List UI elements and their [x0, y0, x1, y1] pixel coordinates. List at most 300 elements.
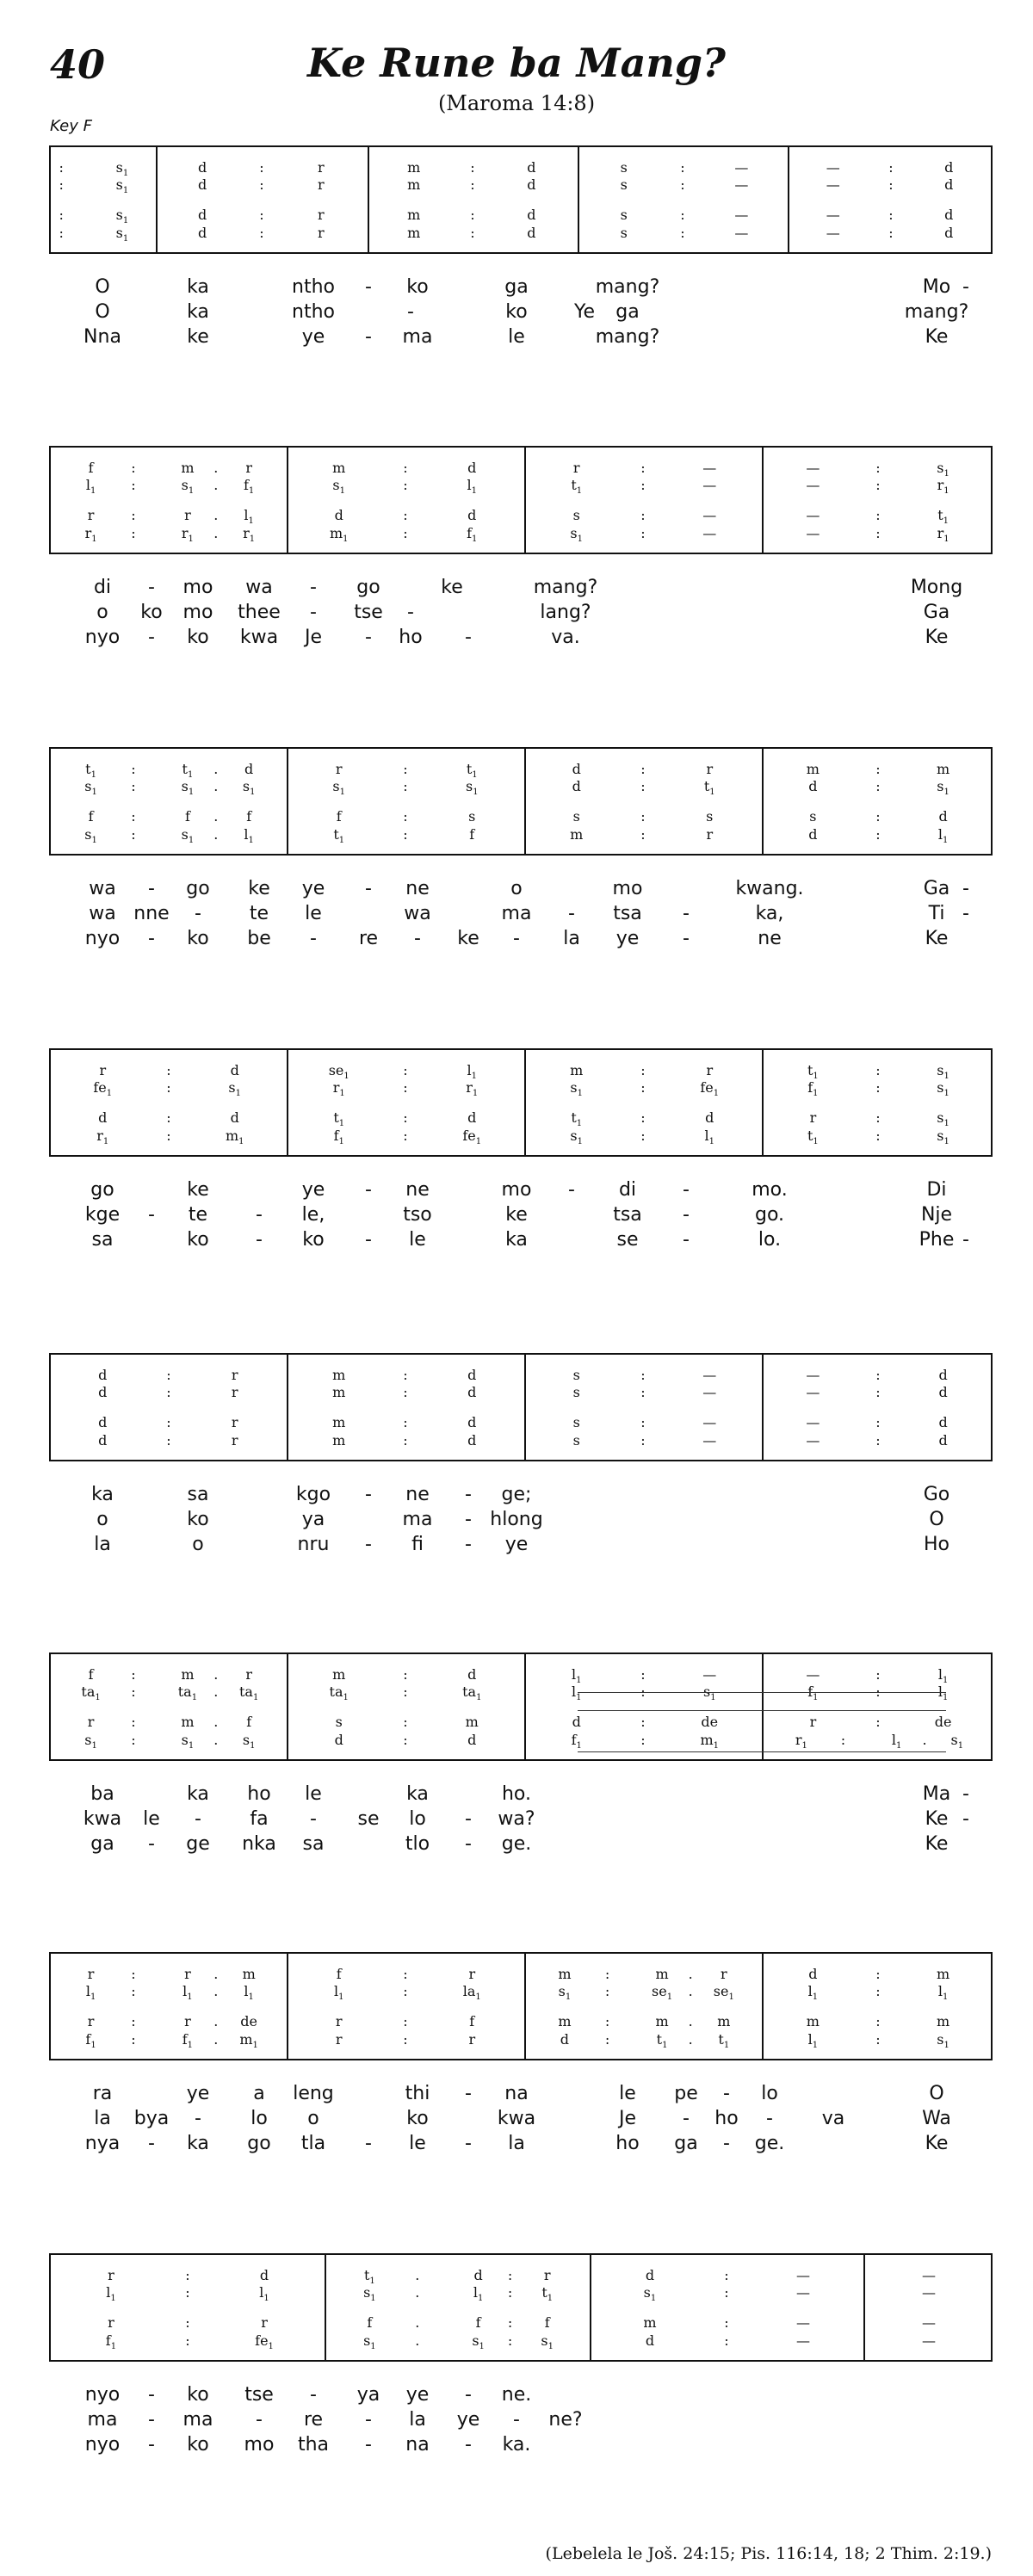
lyric-syllable: te — [249, 903, 269, 924]
solfa-note: r — [108, 2314, 114, 2331]
solfa-note: d — [808, 826, 818, 843]
lyric-syllable: ka — [187, 2133, 209, 2154]
bass-row — [287, 825, 524, 844]
lyric-syllable: fa — [250, 1808, 269, 1830]
bass-row — [524, 1431, 762, 1450]
beat-colon: : — [59, 176, 64, 193]
half-beat-dot: . — [213, 460, 219, 476]
solfa-note: d — [572, 1714, 581, 1730]
beat-colon: : — [166, 1432, 171, 1449]
lyric-syllable: lo — [761, 2083, 778, 2104]
solfa-note: r — [318, 225, 325, 241]
beat-colon: : — [640, 525, 646, 541]
lyric-syllable: Ke — [925, 1808, 949, 1830]
lyric-syllable: ba — [90, 1783, 114, 1805]
bass-row — [51, 1431, 287, 1450]
beat-colon: : — [403, 1384, 408, 1400]
solfa-note: m — [558, 2013, 572, 2029]
measure — [51, 1050, 287, 1155]
solfa-staff — [49, 747, 993, 856]
beat-colon: : — [403, 460, 408, 476]
solfa-note: $s_1$ — [181, 1732, 195, 1751]
solfa-note: m — [332, 1432, 346, 1449]
beat-colon: : — [131, 808, 136, 825]
hold-dash: — — [734, 225, 749, 241]
beat-colon: : — [680, 159, 685, 176]
solfa-note: m — [407, 159, 421, 176]
lyric-syllable: be — [247, 928, 271, 949]
hyphen: - — [683, 903, 690, 924]
solfa-note: r — [261, 2314, 268, 2331]
alto-row — [788, 176, 994, 195]
hyphen: - — [407, 301, 414, 323]
beat-colon: : — [166, 1384, 171, 1400]
solfa-note: f — [184, 808, 190, 825]
solfa-note: $l_1$ — [333, 1983, 344, 2002]
solfa-note: r — [706, 1062, 714, 1078]
lyric-syllable: mang? — [904, 301, 969, 323]
lyric-syllable: ye — [301, 878, 325, 899]
lyric-syllable: ra — [92, 2083, 113, 2104]
hyphen: - — [148, 2409, 155, 2431]
soprano-row — [762, 1665, 994, 1684]
solfa-note: $l_1$ — [807, 2031, 819, 2050]
hyphen: - — [414, 928, 421, 949]
hold-dash: — — [806, 507, 820, 523]
soprano-row — [524, 459, 762, 478]
hyphen: - — [723, 2133, 730, 2154]
measure — [287, 1654, 524, 1759]
soprano-row — [287, 1366, 524, 1385]
beat-colon: : — [259, 225, 264, 241]
lyric-syllable: Mo — [922, 276, 951, 298]
measure — [524, 1050, 762, 1155]
half-beat-dot: . — [213, 761, 219, 777]
solfa-note: r — [231, 1367, 238, 1383]
solfa-note: $t_1$ — [363, 2267, 375, 2286]
lyric-syllable: hlong — [490, 1509, 543, 1530]
solfa-note: f — [367, 2314, 373, 2331]
measure — [51, 1355, 287, 1460]
solfa-note: s — [620, 159, 628, 176]
hyphen: - — [148, 878, 155, 899]
beat-colon: : — [640, 1062, 646, 1078]
tenor-row — [51, 1713, 287, 1732]
lyric-syllable: ntho — [292, 276, 335, 298]
beat-colon: : — [640, 1732, 646, 1748]
hyphen: - — [465, 2133, 472, 2154]
lyric-syllable: ye — [301, 326, 325, 348]
hyphen: - — [148, 1204, 155, 1226]
solfa-note: d — [467, 1666, 477, 1683]
hyphen: - — [962, 1229, 969, 1251]
hold-dash: — — [796, 2314, 811, 2331]
solfa-note: $r_1$ — [84, 525, 97, 544]
solfa-note: $s_1$ — [84, 778, 97, 797]
solfa-note: $s_1$ — [228, 1079, 242, 1098]
solfa-note: m — [937, 761, 950, 777]
beat-colon: : — [875, 1983, 881, 1999]
beat-colon: : — [403, 507, 408, 523]
soprano-row — [51, 1366, 287, 1385]
solfa-note: f — [246, 1714, 252, 1730]
lyric-syllable: le — [619, 2083, 636, 2104]
tenor-row — [368, 206, 578, 225]
lyric-syllable: ye — [615, 928, 640, 949]
lyric-syllable: ke — [441, 577, 463, 598]
solfa-note: f — [336, 1966, 342, 1982]
beat-colon: : — [640, 1666, 646, 1683]
bass-row — [287, 2030, 524, 2049]
solfa-note: $l_1$ — [259, 2284, 269, 2303]
solfa-note: $r_1$ — [332, 1079, 345, 1098]
lyric-syllable: ko — [187, 2434, 209, 2456]
soprano-row — [287, 1665, 524, 1684]
solfa-note: $s_1$ — [84, 826, 97, 845]
solfa-note: $f_1$ — [467, 525, 478, 544]
solfa-note: $t_1$ — [718, 2031, 730, 2050]
lyric-syllable: ke — [248, 878, 270, 899]
solfa-note: $l_1$ — [937, 1666, 949, 1685]
solfa-note: $s_1$ — [472, 2332, 485, 2351]
beat-colon: : — [875, 808, 881, 825]
lyric-syllable: nne — [133, 903, 170, 924]
bass-row — [762, 524, 994, 543]
measure — [762, 448, 994, 553]
solfa-note: s — [809, 808, 817, 825]
solfa-note: $m_1$ — [700, 1732, 720, 1751]
solfa-note: m — [332, 1384, 346, 1400]
beat-colon: : — [640, 1432, 646, 1449]
lyric-syllable: o — [192, 1534, 204, 1555]
alto-row — [51, 476, 287, 495]
hyphen: - — [365, 326, 372, 348]
bass-row — [51, 825, 287, 844]
half-beat-dot: . — [415, 2267, 420, 2283]
solfa-note: de — [934, 1714, 952, 1730]
hyphen: - — [310, 2384, 317, 2406]
tenor-row — [524, 1713, 762, 1732]
solfa-note: $s_1$ — [363, 2332, 376, 2351]
beat-colon: : — [875, 1714, 881, 1730]
lyric-syllable: ka — [505, 1229, 528, 1251]
beat-colon: : — [680, 207, 685, 223]
lyric-syllable: O — [95, 276, 110, 298]
measure — [287, 749, 524, 854]
solfa-note: d — [197, 225, 207, 241]
solfa-note: $s_1$ — [937, 1079, 949, 1098]
tenor-row — [863, 2313, 994, 2332]
beat-colon: : — [640, 778, 646, 794]
hyphen: - — [310, 577, 317, 598]
hold-dash: — — [826, 176, 840, 193]
alto-row — [762, 1078, 994, 1097]
hyphen: - — [365, 1534, 372, 1555]
lyric-syllable: ho. — [501, 1783, 531, 1805]
lyric-syllable: ya — [301, 1509, 325, 1530]
hold-dash: — — [806, 460, 820, 476]
lyric-syllable: sa — [91, 1229, 114, 1251]
solfa-note: d — [808, 778, 818, 794]
solfa-note: d — [467, 1414, 477, 1430]
measure — [524, 448, 762, 553]
solfa-note: $m_1$ — [225, 1127, 244, 1146]
lyric-syllable: te — [188, 1204, 208, 1226]
lyric-syllable: le — [508, 326, 525, 348]
hyphen: - — [365, 276, 372, 298]
soprano-row — [863, 2266, 994, 2285]
bass-row — [524, 524, 762, 543]
lyric-syllable: la — [508, 2133, 525, 2154]
lyric-syllable: tha — [297, 2434, 330, 2456]
half-beat-dot: . — [213, 2013, 219, 2029]
lyric-syllable: ma — [87, 2409, 118, 2431]
lyric-syllable: ge; — [501, 1484, 532, 1505]
solfa-note: s — [706, 808, 714, 825]
half-beat-dot: . — [213, 1732, 219, 1748]
lyric-syllable: ko — [505, 301, 528, 323]
lyric-syllable: ne — [405, 878, 430, 899]
solfa-note: $r_1$ — [937, 525, 949, 544]
solfa-note: $s_1$ — [181, 826, 195, 845]
hyphen: - — [148, 1833, 155, 1855]
solfa-note: $fe_1$ — [255, 2332, 274, 2351]
bass-row — [51, 524, 287, 543]
hold-dash: — — [734, 176, 749, 193]
hyphen: - — [256, 1204, 263, 1226]
alto-row — [287, 1982, 524, 2001]
lyric-syllable: go — [356, 577, 380, 598]
tenor-row — [51, 2012, 287, 2031]
alto-row — [762, 1982, 994, 2001]
soprano-row — [156, 158, 368, 177]
solfa-note: r — [721, 1966, 727, 1982]
hyphen: - — [365, 1179, 372, 1201]
alto-row — [287, 476, 524, 495]
beat-colon: : — [403, 2031, 408, 2048]
lyric-syllable: la — [94, 2108, 111, 2129]
beat-colon: : — [888, 176, 894, 193]
solfa-staff — [49, 1652, 993, 1761]
beat-colon: : — [604, 1966, 610, 1982]
beat-colon: : — [640, 1367, 646, 1383]
lyric-syllable: ma — [501, 903, 532, 924]
beat-colon: : — [875, 525, 881, 541]
solfa-note: m — [570, 1062, 584, 1078]
lyric-syllable: ka — [91, 1484, 114, 1505]
solfa-note: $t_1$ — [333, 1109, 345, 1128]
solfa-note: $l_1$ — [182, 1983, 193, 2002]
beat-colon: : — [403, 1683, 408, 1700]
solfa-note: $fe_1$ — [93, 1079, 113, 1098]
beat-colon: : — [403, 808, 408, 825]
lyric-syllable: Nna — [84, 326, 121, 348]
solfa-note: d — [467, 1109, 477, 1126]
beat-colon: : — [680, 176, 685, 193]
solfa-note: r — [809, 1714, 817, 1730]
hold-dash: — — [702, 1367, 717, 1383]
solfa-note: $s_1$ — [115, 207, 129, 225]
solfa-note: s — [620, 176, 628, 193]
lyric-syllable: ko — [187, 2384, 209, 2406]
bass-row — [762, 1431, 994, 1450]
lyric-syllable: kwa — [239, 627, 279, 648]
lyric-syllable: mo — [182, 602, 213, 623]
lyric-syllable: ho — [714, 2108, 739, 2129]
alto-row — [51, 1078, 287, 1097]
hold-dash: — — [806, 525, 820, 541]
lyric-syllable: kge — [84, 1204, 121, 1226]
solfa-note: $t_1$ — [807, 1127, 819, 1146]
lyric-syllable: Go — [923, 1484, 950, 1505]
lyric-syllable: ho — [247, 1783, 271, 1805]
solfa-note: $t_1$ — [333, 826, 345, 845]
tenor-row — [51, 506, 287, 525]
lyric-syllable: ka. — [502, 2434, 531, 2456]
solfa-note: f — [88, 808, 94, 825]
solfa-note: d — [527, 176, 536, 193]
beat-colon: : — [403, 1079, 408, 1096]
hyphen: - — [148, 2133, 155, 2154]
beat-colon: : — [131, 2013, 136, 2029]
solfa-staff — [49, 145, 993, 254]
half-beat-dot: . — [213, 2031, 219, 2048]
solfa-note: m — [570, 826, 584, 843]
tenor-row — [590, 2313, 863, 2332]
soprano-row — [51, 1665, 287, 1684]
solfa-note: s — [572, 1432, 580, 1449]
solfa-note: d — [944, 225, 954, 241]
lyric-syllable: ko — [187, 1229, 209, 1251]
hold-dash: — — [826, 159, 840, 176]
soprano-row — [51, 1965, 287, 1984]
lyric-syllable: O — [929, 2083, 944, 2104]
lyric-syllable: le — [305, 1783, 322, 1805]
lyric-syllable: la — [94, 1534, 111, 1555]
half-beat-dot: . — [213, 778, 219, 794]
hyphen: - — [465, 627, 472, 648]
lyric-syllable: ne? — [548, 2409, 583, 2431]
solfa-note: f — [469, 2013, 475, 2029]
lyric-syllable: tsa — [613, 1204, 642, 1226]
beat-colon: : — [259, 159, 264, 176]
solfa-note: $t_1$ — [656, 2031, 668, 2050]
lyric-syllable: ye — [456, 2409, 480, 2431]
lyric-syllable: go — [186, 878, 210, 899]
soprano-row — [51, 459, 287, 478]
lyric-syllable: mo — [182, 577, 213, 598]
solfa-note: $s_1$ — [702, 1683, 716, 1702]
half-beat-dot: . — [688, 2031, 693, 2048]
beat-colon: : — [185, 2267, 190, 2283]
lyric-syllable: ka — [187, 276, 209, 298]
lyric-syllable: na — [504, 2083, 529, 2104]
bass-row — [325, 2332, 590, 2351]
lyric-syllable: ne. — [501, 2384, 532, 2406]
soprano-row — [762, 760, 994, 779]
lyric-syllable: nyo — [84, 2434, 121, 2456]
beat-colon: : — [403, 1732, 408, 1748]
solfa-note: r — [318, 176, 325, 193]
bass-row — [368, 224, 578, 243]
solfa-note: d — [197, 207, 207, 223]
solfa-note: $se_1$ — [328, 1062, 349, 1081]
solfa-note: $s_1$ — [242, 778, 256, 797]
hyphen: - — [256, 2409, 263, 2431]
lyric-syllable: ko — [187, 928, 209, 949]
lyric-syllable: tlo — [405, 1833, 430, 1855]
measure — [762, 1954, 994, 2059]
solfa-note: r — [184, 1966, 191, 1982]
beat-colon: : — [640, 826, 646, 843]
lyric-syllable: Nje — [920, 1204, 953, 1226]
solfa-note: $r_1$ — [466, 1079, 479, 1098]
hyphen: - — [256, 1229, 263, 1251]
measure — [51, 1954, 287, 2059]
solfa-note: $s_1$ — [332, 477, 346, 496]
solfa-note: $s_1$ — [937, 778, 949, 797]
solfa-note: r — [318, 159, 325, 176]
solfa-note: $l_1$ — [891, 1732, 902, 1751]
beat-colon: : — [470, 176, 475, 193]
lyric-syllable: ko — [187, 1509, 209, 1530]
solfa-note: $l_1$ — [571, 1683, 582, 1702]
beat-colon: : — [131, 1732, 136, 1748]
half-beat-dot: . — [688, 1983, 693, 1999]
solfa-note: m — [181, 460, 195, 476]
solfa-note: d — [938, 1414, 948, 1430]
hold-dash: — — [702, 1384, 717, 1400]
bass-row — [762, 1127, 994, 1146]
solfa-note: $ta_1$ — [462, 1683, 482, 1702]
lyric-syllable: O — [95, 301, 110, 323]
solfa-note: m — [717, 2013, 731, 2029]
tenor-row — [51, 1109, 287, 1127]
solfa-note: d — [645, 2332, 655, 2349]
lyric-syllable: kgo — [295, 1484, 331, 1505]
hyphen: - — [683, 1204, 690, 1226]
key-signature: Key F — [50, 117, 92, 135]
beat-colon: : — [640, 460, 646, 476]
lyric-syllable: mo — [612, 878, 643, 899]
hold-dash: — — [702, 460, 717, 476]
solfa-note: r — [231, 1432, 238, 1449]
hyphen: - — [148, 627, 155, 648]
lyric-syllable: thi — [405, 2083, 430, 2104]
lyric-syllable: va. — [551, 627, 580, 648]
lyric-syllable: ma — [402, 1509, 433, 1530]
tenor-row — [524, 1109, 762, 1127]
lyric-syllable: re — [358, 928, 379, 949]
beat-colon: : — [875, 1127, 881, 1144]
half-beat-dot: . — [213, 477, 219, 493]
lyric-syllable: kwang. — [735, 878, 804, 899]
beat-colon: : — [403, 1127, 408, 1144]
beat-colon: : — [888, 159, 894, 176]
lyric-syllable: ne — [758, 928, 782, 949]
bass-row — [578, 224, 788, 243]
lyric-syllable: ntho — [292, 301, 335, 323]
soprano-row — [51, 760, 287, 779]
solfa-note: m — [806, 761, 820, 777]
solfa-note: $se_1$ — [713, 1983, 734, 2002]
solfa-note: $r_1$ — [795, 1732, 807, 1751]
solfa-note: r — [231, 1414, 238, 1430]
solfa-note: $s_1$ — [541, 2332, 554, 2351]
solfa-note: $ta_1$ — [81, 1683, 101, 1702]
half-beat-dot: . — [213, 1983, 219, 1999]
solfa-note: $f_1$ — [105, 2332, 117, 2351]
